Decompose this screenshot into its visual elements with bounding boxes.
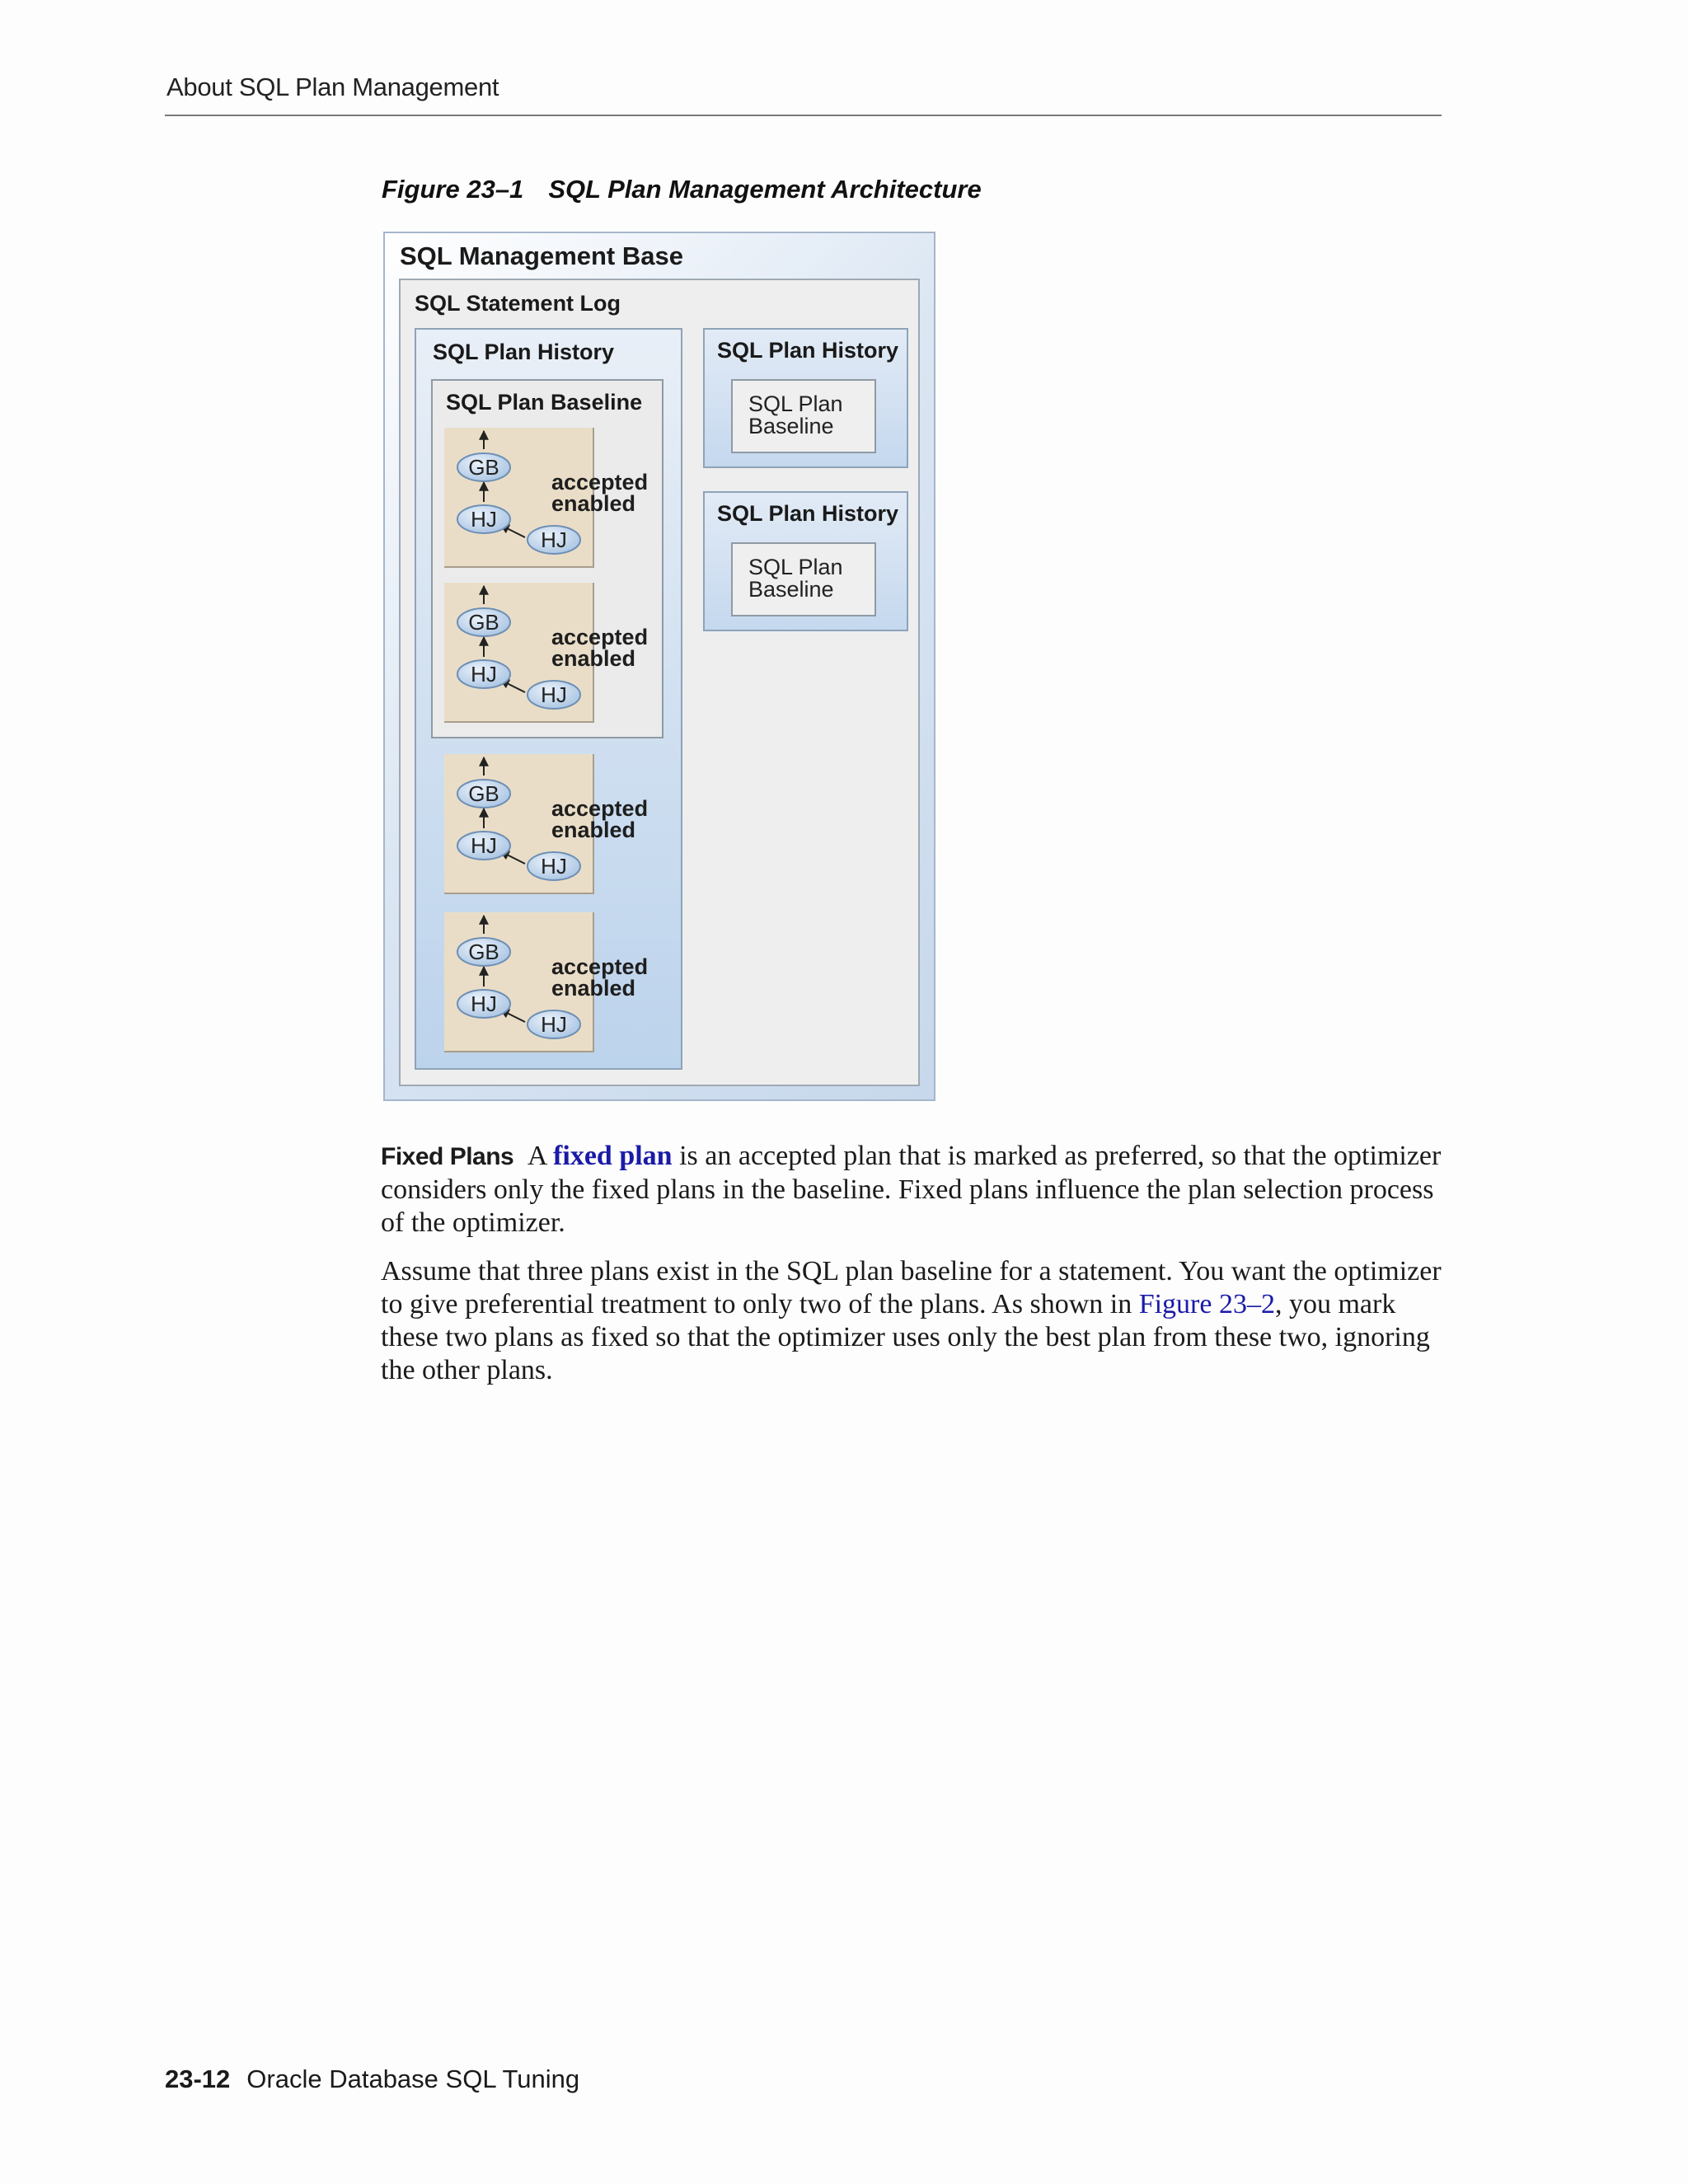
- page-footer: [165, 2064, 579, 2094]
- svg-text:HJ: HJ: [541, 527, 567, 552]
- sql-plan-history-main-box: [415, 328, 682, 1070]
- sql-management-base-box: [383, 232, 935, 1101]
- plan-node-hj-left: [457, 505, 510, 533]
- svg-text:GB: GB: [468, 781, 499, 806]
- svg-text:HJ: HJ: [471, 662, 497, 687]
- execution-plan-tile: [444, 428, 649, 568]
- plan-status-label: accepted enabled: [551, 470, 649, 516]
- sql-management-base-title: SQL Management Base: [400, 241, 683, 270]
- sql-plan-history-box-2: [703, 328, 908, 468]
- plan-node-gb: [457, 938, 510, 966]
- book-title: Oracle Database SQL Tuning: [246, 2064, 580, 2093]
- execution-plan-tile: [444, 912, 649, 1052]
- figure-23-2-link[interactable]: Figure 23–2: [1138, 1289, 1275, 1319]
- svg-text:HJ: HJ: [471, 833, 497, 858]
- plan-status-label: accepted enabled: [551, 954, 649, 1001]
- svg-text:GB: GB: [468, 610, 499, 635]
- sql-plan-history-box-3: [703, 491, 908, 631]
- figure-title: SQL Plan Management Architecture: [548, 175, 982, 204]
- page-number: 23-12: [165, 2064, 231, 2093]
- header-rule: [165, 115, 1442, 116]
- sql-plan-baseline-label-3: SQL Plan Baseline: [748, 555, 843, 602]
- figure-caption: [382, 175, 982, 204]
- svg-text:HJ: HJ: [541, 682, 567, 707]
- sql-plan-history-title-3: SQL Plan History: [717, 501, 899, 526]
- sql-plan-baseline-label-2: SQL Plan Baseline: [748, 391, 843, 438]
- fixed-plans-paragraph: Fixed Plans A fixed plan is an accepted plan that is marked as preferred, so that the optimizer considers only the fixed plans in the baseline. Fixed plans influence the plan selection process of the optimizer.: [381, 1141, 1442, 1238]
- svg-text:HJ: HJ: [471, 991, 497, 1016]
- fixed-plans-runin-head: Fixed Plans: [381, 1143, 514, 1170]
- plan-node-gb: [457, 608, 510, 636]
- plan-node-gb: [457, 453, 510, 481]
- svg-text:HJ: HJ: [541, 1012, 567, 1037]
- plan-status-label: accepted enabled: [551, 625, 649, 671]
- execution-plan-tile: [444, 754, 649, 894]
- plan-node-hj-right: [528, 681, 580, 709]
- svg-text:GB: GB: [468, 455, 499, 480]
- sql-statement-log-box: [399, 279, 920, 1086]
- running-head: About SQL Plan Management: [166, 73, 499, 101]
- plan-node-hj-left: [457, 990, 510, 1018]
- execution-plan-tile: [444, 583, 649, 723]
- svg-text:HJ: HJ: [541, 854, 567, 879]
- plan-node-hj-left: [457, 832, 510, 860]
- plan-node-hj-right: [528, 852, 580, 880]
- plan-node-hj-right: [528, 1010, 580, 1038]
- sql-plan-baseline-box-2: [731, 379, 876, 453]
- svg-text:HJ: HJ: [471, 507, 497, 532]
- sql-plan-baseline-main-title: SQL Plan Baseline: [446, 390, 643, 415]
- plan-node-hj-left: [457, 660, 510, 688]
- plan-node-hj-right: [528, 526, 580, 554]
- fixed-plan-glossary-link[interactable]: fixed plan: [553, 1141, 673, 1171]
- figure-number: Figure 23–1: [382, 175, 524, 204]
- plan-node-gb: [457, 780, 510, 808]
- sql-statement-log-title: SQL Statement Log: [415, 291, 621, 316]
- sql-plan-history-title-2: SQL Plan History: [717, 338, 899, 363]
- plan-status-label: accepted enabled: [551, 796, 649, 842]
- svg-text:GB: GB: [468, 940, 499, 964]
- sql-plan-history-main-title: SQL Plan History: [433, 340, 615, 364]
- sql-plan-baseline-box-3: [731, 542, 876, 616]
- assume-paragraph: Assume that three plans exist in the SQL plan baseline for a statement. You want the optimizer to give preferential treatment to only two of the plans. As shown in Figure 23–2, you mark these two plans as fixed so that the optimizer uses only the best plan from these two, ignoring the other plans.: [381, 1256, 1442, 1385]
